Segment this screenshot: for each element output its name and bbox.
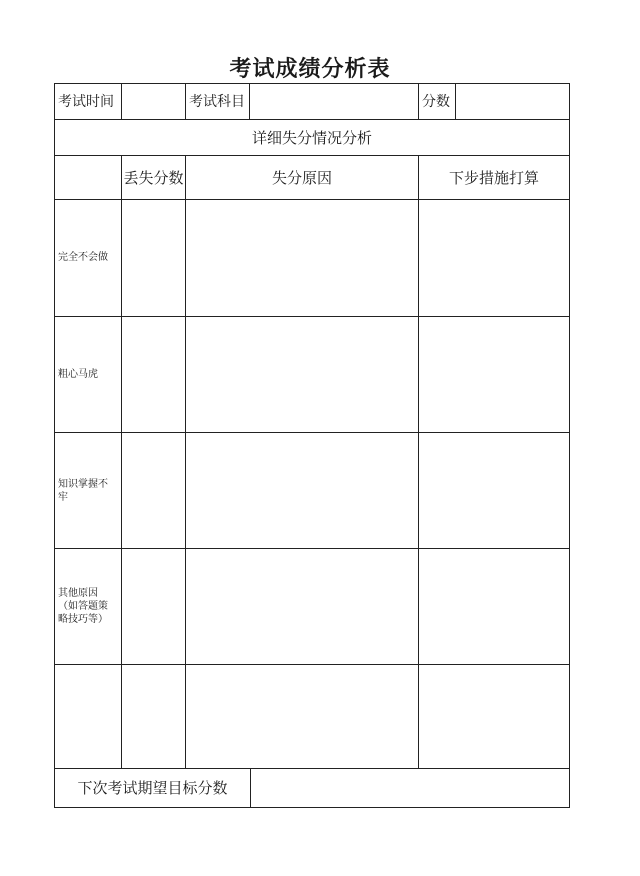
row-label-cell <box>54 316 122 433</box>
detail-header: 详细失分情况分析 <box>251 129 372 147</box>
reason-field[interactable] <box>185 199 419 317</box>
subject-label-cell <box>185 83 250 120</box>
row-label: 其他原因（如答题策略技巧等） <box>58 588 108 625</box>
lost-score-field[interactable] <box>121 548 186 665</box>
lost-score-field[interactable] <box>121 199 186 317</box>
column-header-blank <box>54 155 122 200</box>
row-label-cell <box>54 548 122 665</box>
column-header-lost-score: 丢失分数 <box>123 169 184 187</box>
target-score-field[interactable] <box>250 768 570 808</box>
plan-field[interactable] <box>418 199 570 317</box>
exam-time-label-cell <box>54 83 122 120</box>
row-label-cell <box>54 432 122 549</box>
target-score-label-cell <box>54 768 251 808</box>
column-header-plan: 下步措施打算 <box>448 169 539 187</box>
detail-header-cell <box>54 119 570 156</box>
plan-field[interactable] <box>418 548 570 665</box>
row-label-cell[interactable] <box>54 664 122 769</box>
score-field[interactable] <box>455 83 570 120</box>
target-score-label: 下次考试期望目标分数 <box>77 779 228 797</box>
column-header-reason-cell <box>185 155 419 200</box>
score-label-cell <box>418 83 456 120</box>
row-label-cell <box>54 199 122 317</box>
column-header-lost-score-cell <box>121 155 186 200</box>
column-header-plan-cell <box>418 155 570 200</box>
subject-field[interactable] <box>249 83 419 120</box>
plan-field[interactable] <box>418 316 570 433</box>
page-title: 考试成绩分析表 <box>229 56 391 82</box>
reason-field[interactable] <box>185 548 419 665</box>
lost-score-field[interactable] <box>121 316 186 433</box>
row-label: 完全不会做 <box>58 252 108 263</box>
plan-field[interactable] <box>418 664 570 769</box>
row-label: 粗心马虎 <box>58 369 98 380</box>
reason-field[interactable] <box>185 316 419 433</box>
row-label: 知识掌握不牢 <box>58 479 108 503</box>
lost-score-field[interactable] <box>121 432 186 549</box>
reason-field[interactable] <box>185 432 419 549</box>
lost-score-field[interactable] <box>121 664 186 769</box>
reason-field[interactable] <box>185 664 419 769</box>
column-header-reason: 失分原因 <box>271 169 332 187</box>
exam-time-label: 考试时间 <box>58 94 114 110</box>
exam-time-field[interactable] <box>121 83 186 120</box>
subject-label: 考试科目 <box>189 94 245 110</box>
score-label: 分数 <box>422 94 450 110</box>
plan-field[interactable] <box>418 432 570 549</box>
